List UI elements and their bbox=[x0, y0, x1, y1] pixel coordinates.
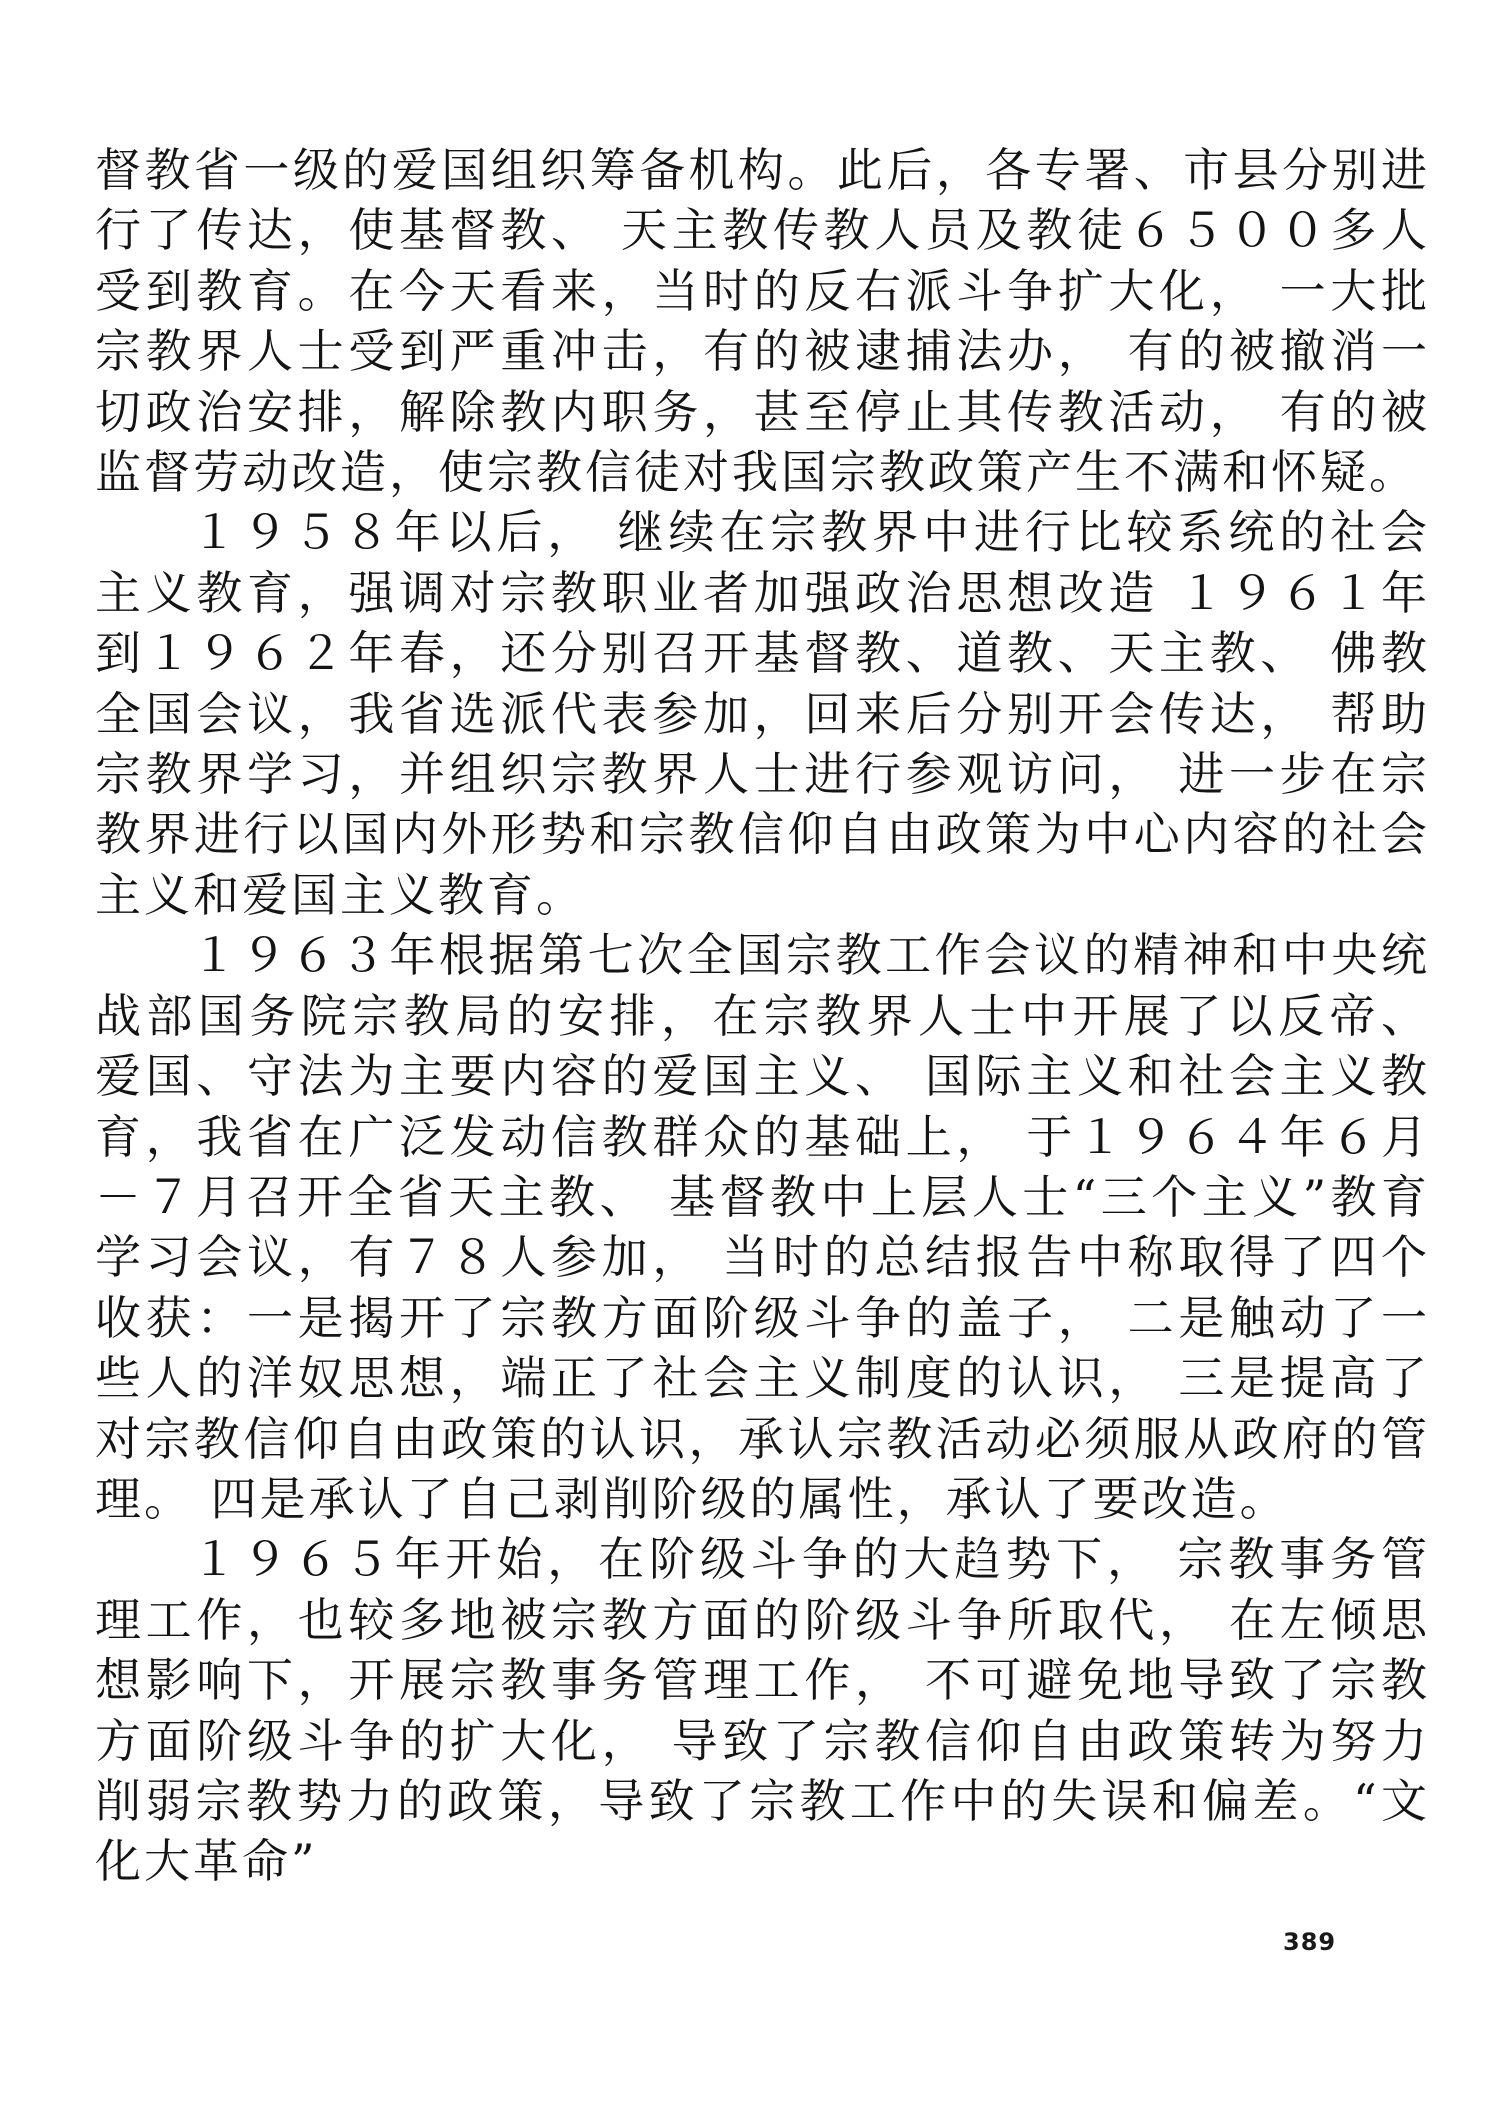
paragraph-2: １９５８年以后， 继续在宗教界中进行比较系统的社会主义教育，强调对宗教职业者加强政治思想改造 １９６１年到１９６２年春，还分别召开基督教、道教、天主教、 佛教全国会议，我省选派代表参加，回来后分别开会传达， 帮助宗教界学习，并组织宗教界人士进行参观访问， 进一步在宗教界进行以国内外形势和宗教信仰自由政策为中心内容的社会主义和爱国主义教育。 bbox=[95, 505, 1430, 922]
paragraph-1: 督教省一级的爱国组织筹备机构。此后，各专署、市县分别进行了传达，使基督教、 天主教传教人员及教徒６５００多人受到教育。在今天看来，当时的反右派斗争扩大化， 一大批宗教界人士受到严重冲击，有的被逮捕法办， 有的被撤消一切政治安排，解除教内职务，甚至停止其传教活动， 有的被监督劳动改造，使宗教信徒对我国宗教政策产生不满和怀疑。 bbox=[95, 143, 1430, 500]
paragraph-4: １９６５年开始，在阶级斗争的大趋势下， 宗教事务管理工作，也较多地被宗教方面的阶级斗争所取代， 在左倾思想影响下，开展宗教事务管理工作， 不可避免地导致了宗教方面阶级斗争的扩大化， 导致了宗教信仰自由政策转为努力削弱宗教势力的政策，导致了宗教工作中的失误和偏差。“文化大革命” bbox=[95, 1532, 1430, 1889]
paragraph-3: １９６３年根据第七次全国宗教工作会议的精神和中央统战部国务院宗教局的安排，在宗教界人士中开展了以反帝、 爱国、守法为主要内容的爱国主义、 国际主义和社会主义教育，我省在广泛发动信教群众的基础上， 于１９６４年６月－７月召开全省天主教、 基督教中上层人士“三个主义”教育学习会议，有７８人参加， 当时的总结报告中称取得了四个收获：一是揭开了宗教方面阶级斗争的盖子， 二是触动了一些人的洋奴思想，端正了社会主义制度的认识， 三是提高了对宗教信仰自由政策的认识，承认宗教活动必须服从政府的管理。 四是承认了自己剥削阶级的属性，承认了要改造。 bbox=[95, 928, 1430, 1526]
page-body bbox=[95, 140, 1430, 1892]
page-number: 389 bbox=[1283, 1928, 1337, 1956]
